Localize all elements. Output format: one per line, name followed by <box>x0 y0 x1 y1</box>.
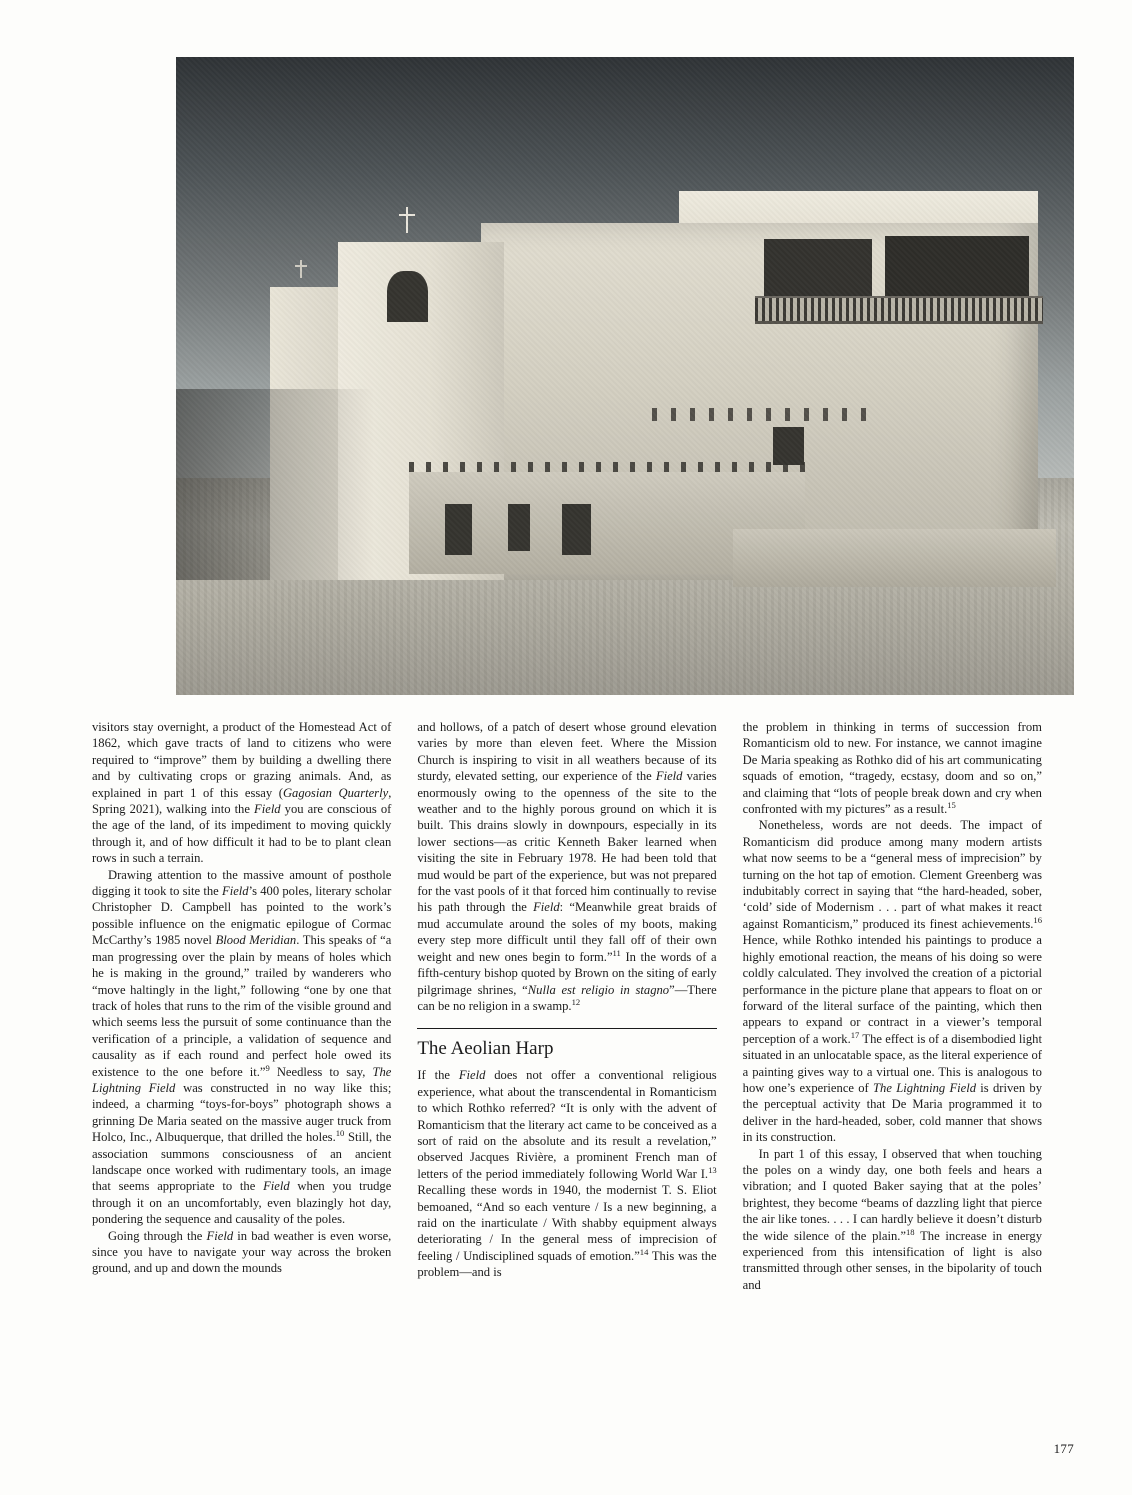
building-recess-right <box>885 236 1029 297</box>
low-wall <box>733 529 1056 586</box>
doorway <box>445 504 472 555</box>
bell-opening <box>387 271 428 322</box>
text-column-2 <box>417 719 716 1419</box>
paragraph: the problem in thinking in terms of succession from Romanticism old to new. For instance, we cannot imagine De Maria speaking as Rothko did of his art communicating squads of emotion, “tragedy, ecstasy, doom and so on,” and claiming that “lots of people break down and cry when confronted with my pictures” as a result.$^{15}$ <box>742 720 1042 817</box>
article-body <box>92 719 1042 1419</box>
balcony-railing <box>755 296 1042 324</box>
text-column-3 <box>743 719 1042 1419</box>
building-recess-left <box>764 239 872 296</box>
paragraph: Nonetheless, words are not deeds. The impact of Romanticism did produce among many modern artists what now seems to be a “general mess of imprecision” by turning on the hot tap of emotion. Clement Greenberg was indubitably correct in saying that “the hard-headed, sober, ‘cold’ side of Modernism . . . part of what makes it react against Romanticism,” produced its finest achievements.$^{16}$ Hence, while Rothko intended his paintings to produce a highly emotional reaction, the means of his doing so were coldly calculated. They involved the creation of a pictorial performance in the picture plane that appears to float on or forward of the literal surface of the painting, which then appears to expand or contract in a viewer’s temporal perception of a work.$^{17}$ The effect is of a disembodied light situated in an unlocatable space, as the literal experience of a painting gives way to a virtual one. This is analogous to how one’s experience of The Lightning Field is driven by the perceptual activity that De Maria programmed it to deliver in the hard-headed, sober, cold manner that shows in its construction. <box>742 818 1042 1145</box>
paragraph: If the Field does not offer a conventional religious experience, what about the transcendental in Romanticism to which Rothko referred? “It is only with the advent of Romanticism that the literary act came to be conceived as a sort of raid on the absolute and its result a revelation,” observed Jacques Rivière, a prominent French man of letters of the period immediately following World War I.$^{13}$ Recalling these words in 1940, the modernist T. S. Eliot bemoaned, “And so each venture / Is a new beginning, a raid on the inarticulate / With shabby equipment always deteriorating / In the general mess of imprecision of feeling / Undisciplined squads of emotion.”$^{14}$ This was the problem—and is <box>417 1068 717 1280</box>
paragraph: Drawing attention to the massive amount of posthole digging it took to site the Field’s 400 poles, literary scholar Christopher D. Campbell has pointed to the work’s possible influence on the enigmatic epilogue of Cormac McCarthy’s 1985 novel Blood Meridian. This speaks of “a man progressing over the plain by means of holes which he is making in the ground,” trailed by wanderers who “move haltingly in the light,” following “one by one that track of holes that runs to the rim of the visible ground and which seems less the pursuit of some continuance than the verification of a principle, a validation of sequence and causality as if each round and perfect hole owed its existence to the one before it.”$^9$ Needless to say, The Lightning Field was constructed in no way like this; indeed, a charming “toys-for-boys” photograph shows a grinning De Maria seated on the massive auger truck from Holco, Inc., Albuquerque, that drilled the holes.$^{10}$ Still, the association summons consciousness of an ancient landscape once worked with rudimentary tools, an image that seems appropriate to the Field when you trudge through it on an uncomfortably, even blazingly hot day, pondering the sequence and causality of the poles. <box>92 867 392 1227</box>
cross-icon <box>300 260 302 278</box>
doorway <box>508 504 530 552</box>
section-heading: The Aeolian Harp <box>417 1028 716 1060</box>
text-column-1 <box>92 719 391 1419</box>
paragraph: In part 1 of this essay, I observed that when touching the poles on a windy day, one both feels and hears a vibration; and I quoted Baker saying that at the poles’ brightest, they become “beams of dazzling light that pierce the air like tones. . . . I can hardly believe it doesn’t disturb the wide silence of the plain.”$^{18}$ The increase in energy experienced from this intensification of light is also transmitted through other senses, in the bipolarity of touch and <box>742 1146 1042 1292</box>
page-number: 177 <box>1053 1441 1074 1456</box>
photo-image <box>176 57 1074 695</box>
paragraph: visitors stay overnight, a product of the Homestead Act of 1862, which gave tracts of land to citizens who were required to “improve” them by building a dwelling there and by cultivating crops or grazing animals. And, as explained in part 1 of this essay (Gagosian Quarterly, Spring 2021), walking into the Field you are conscious of the age of the land, of its impediment to moving quickly through it, and of how difficult it had to be to plant clean rows in such a terrain. <box>92 720 392 866</box>
paragraph: Going through the Field in bad weather is even worse, since you have to navigate your way across the broken ground, and up and down the mounds <box>92 1228 392 1276</box>
paragraph: and hollows, of a patch of desert whose ground elevation varies by more than eleven feet. Where the Mission Church is inspiring to visit in all weathers because of its sturdy, elevated setting, our experience of the Field varies enormously owing to the openness of the site to the weather and to the highly porous ground on which it is built. This drains slowly in downpours, especially in its lower sections—as critic Kenneth Baker learned when visiting the site in February 1978. He had been told that mud would be part of the experience, but was not prepared for the vast pools of it that forced him continually to revise his path through the Field: “Meanwhile great braids of mud accumulate around the soles of my boots, making every step more difficult until they fall off of their own weight and new ones begin to form.”$^{11}$ In the words of a fifth-century bishop quoted by Brown on the siting of early pilgrimage shrines, “Nulla est religio in stagno”—There can be no religion in a swamp.$^{12}$ <box>417 720 717 1013</box>
foreground-shadow <box>176 389 374 580</box>
cross-icon <box>406 207 408 233</box>
doorway <box>562 504 591 555</box>
roof-beams-upper <box>652 408 868 421</box>
window-opening <box>773 427 804 465</box>
article-photograph <box>176 57 1074 695</box>
